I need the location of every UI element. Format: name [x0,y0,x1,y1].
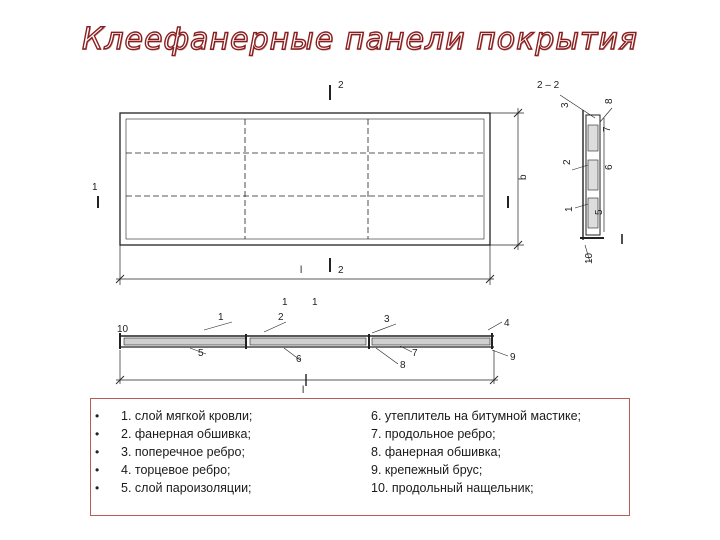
legend-left-column [121,407,252,497]
long-label-8: 8 [400,360,406,371]
cut-mark-a: 1 [282,297,288,308]
plan-mark-left: 1 [92,182,98,193]
section-insulation [588,125,598,151]
leader-line [492,350,508,356]
page-title: Клеефанерные панели покрытия [82,22,638,57]
long-label-9: 9 [510,352,516,363]
section-insulation [588,160,598,190]
bullet: • [95,481,100,495]
leader-line [488,322,502,330]
section-label-1: 1 [564,206,575,212]
legend-item: 6. утеплитель на битумной мастике; [371,409,582,423]
legend-item: 8. фанерная обшивка; [371,445,501,459]
legend-item: 4. торцевое ребро; [121,463,231,477]
legend-item: 10. продольный нащельник; [371,481,534,495]
section-label-3: 3 [560,102,571,108]
leader-line [264,322,286,332]
long-label-3: 3 [384,314,390,325]
long-label-5: 5 [198,348,204,359]
section-label-10: 10 [584,252,595,264]
plan-outline [120,113,490,245]
bullet: • [95,427,100,441]
legend-item: 2. фанерная обшивка; [121,427,251,441]
plan-width-label: b [518,174,529,180]
plan-mark-bottom: 2 [338,265,344,276]
bullet: • [95,409,100,423]
section-label-7: 7 [602,126,613,132]
long-label-7: 7 [412,348,418,359]
long-label-4: 4 [504,318,510,329]
long-label-6: 6 [296,354,302,365]
long-length-label: l [302,385,305,396]
insulation-layer [372,338,490,345]
legend-item: 7. продольное ребро; [371,427,496,441]
bullet: • [95,445,100,459]
section-label-5: 5 [594,209,605,215]
section-label-2: 2 [562,159,573,165]
legend-item: 9. крепежный брус; [371,463,483,477]
plan-mark-top: 2 [338,80,344,91]
long-label-1: 1 [218,312,224,323]
legend-box [90,398,630,516]
long-label-10: 10 [117,324,129,335]
section-label-8: 8 [604,98,615,104]
long-section [116,322,508,386]
cut-mark-b: 1 [312,297,318,308]
cross-section [560,95,622,262]
section-label-6: 6 [604,164,615,170]
legend-item: 1. слой мягкой кровли; [121,409,253,423]
plan-view [98,85,524,285]
legend-item: 3. поперечное ребро; [121,445,245,459]
legend-right-column [371,407,581,497]
legend-item: 5. слой пароизоляции; [121,481,252,495]
long-label-2: 2 [278,312,284,323]
leader-line [600,108,612,122]
legend-bullets [95,407,109,497]
insulation-layer [250,338,366,345]
plan-length-label: l [300,265,303,276]
leader-line [204,322,232,330]
plan-inner-outline [126,119,484,239]
insulation-layer [124,338,246,345]
leader-line [372,324,396,333]
bullet: • [95,463,100,477]
section-header: 2 – 2 [537,80,560,91]
leader-line [376,348,398,364]
